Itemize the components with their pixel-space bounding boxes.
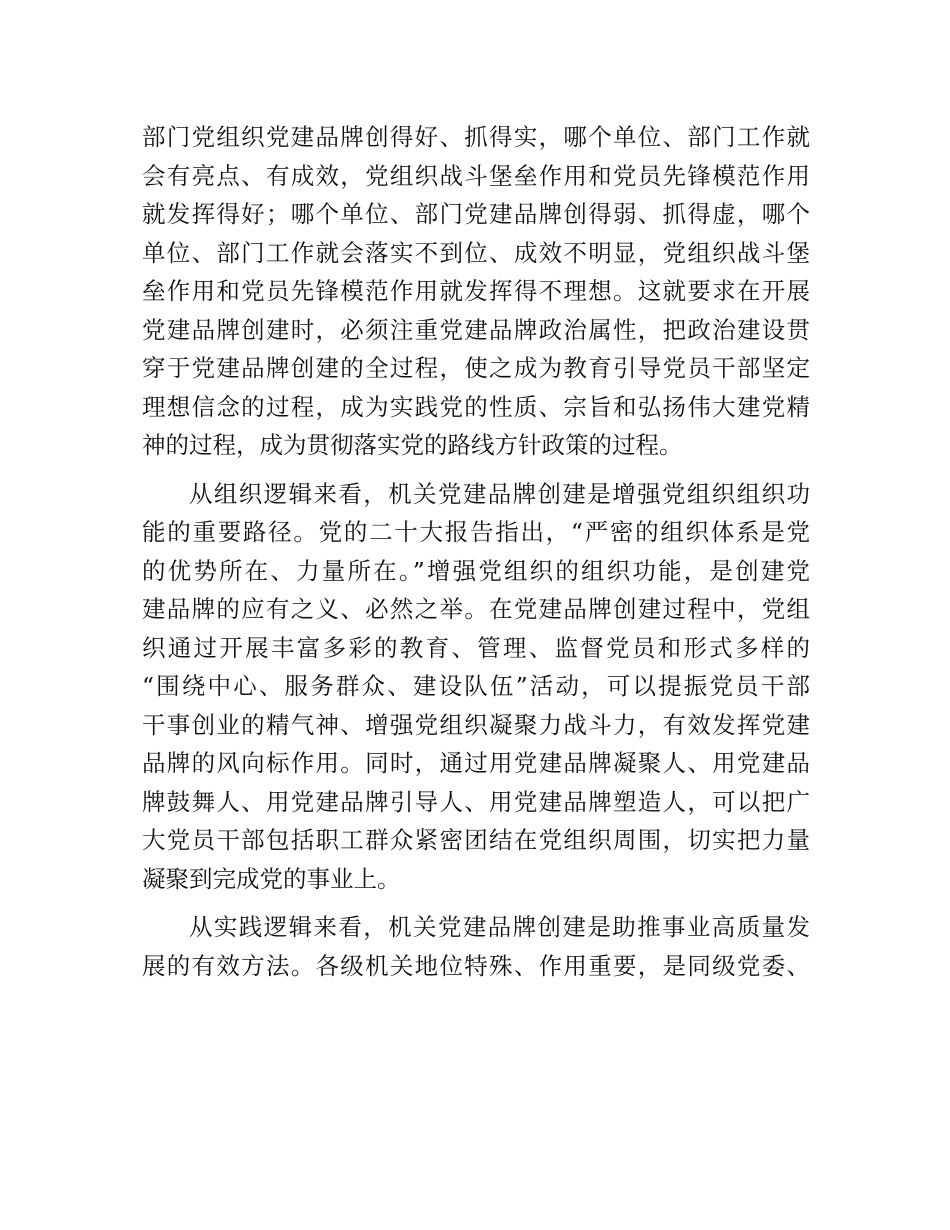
paragraph-gap — [142, 465, 810, 475]
text-line: 展的有效方法。各级机关地位特殊、作用重要，是同级党委、 — [142, 951, 810, 980]
paragraph-gap — [142, 898, 810, 908]
text-line: 部门党组织党建品牌创得好、抓得实，哪个单位、部门工作就 — [142, 123, 810, 151]
text-line: 品牌的风向标作用。同时，通过用党建品牌凝聚人、用党建品 — [142, 749, 810, 777]
text-line: 就发挥得好；哪个单位、部门党建品牌创得弱、抓得虚，哪个 — [142, 200, 810, 228]
text-line: 织通过开展丰富多彩的教育、管理、监督党员和形式多样的 — [142, 633, 810, 662]
text-line: 理想信念的过程，成为实践党的性质、宗旨和弘扬伟大建党精 — [142, 392, 810, 421]
text-line: 从实践逻辑来看，机关党建品牌创建是助推事业高质量发 — [189, 913, 810, 941]
text-line: “围绕中心、服务群众、建设队伍”活动，可以提振党员干部 — [142, 672, 810, 700]
text-line: 神的过程，成为贯彻落实党的路线方针政策的过程。 — [142, 431, 683, 459]
paragraph-2 — [142, 475, 810, 899]
paragraph-3 — [142, 908, 810, 985]
text-line: 能的重要路径。党的二十大报告指出，“严密的组织体系是党 — [142, 518, 810, 546]
text-line: 牌鼓舞人、用党建品牌引导人、用党建品牌塑造人，可以把广 — [142, 787, 810, 816]
text-line: 从组织逻辑来看，机关党建品牌创建是增强党组织组织功 — [189, 479, 810, 508]
document-body — [142, 118, 810, 985]
text-line: 干事创业的精气神、增强党组织凝聚力战斗力，有效发挥党建 — [142, 710, 810, 739]
text-line: 垒作用和党员先锋模范作用就发挥得不理想。这就要求在开展 — [142, 277, 810, 305]
text-line: 会有亮点、有成效，党组织战斗堡垒作用和党员先锋模范作用 — [142, 161, 810, 190]
text-line: 建品牌的应有之义、必然之举。在党建品牌创建过程中，党组 — [142, 595, 810, 623]
paragraph-1 — [142, 118, 810, 465]
text-line: 凝聚到完成党的事业上。 — [142, 864, 401, 893]
text-line: 单位、部门工作就会落实不到位、成效不明显，党组织战斗堡 — [142, 238, 810, 267]
text-line: 穿于党建品牌创建的全过程，使之成为教育引导党员干部坚定 — [142, 354, 810, 382]
text-line: 大党员干部包括职工群众紧密团结在党组织周围，切实把力量 — [142, 826, 810, 854]
text-line: 党建品牌创建时，必须注重党建品牌政治属性，把政治建设贯 — [142, 315, 810, 344]
text-line: 的优势所在、力量所在。”增强党组织的组织功能，是创建党 — [142, 556, 810, 585]
